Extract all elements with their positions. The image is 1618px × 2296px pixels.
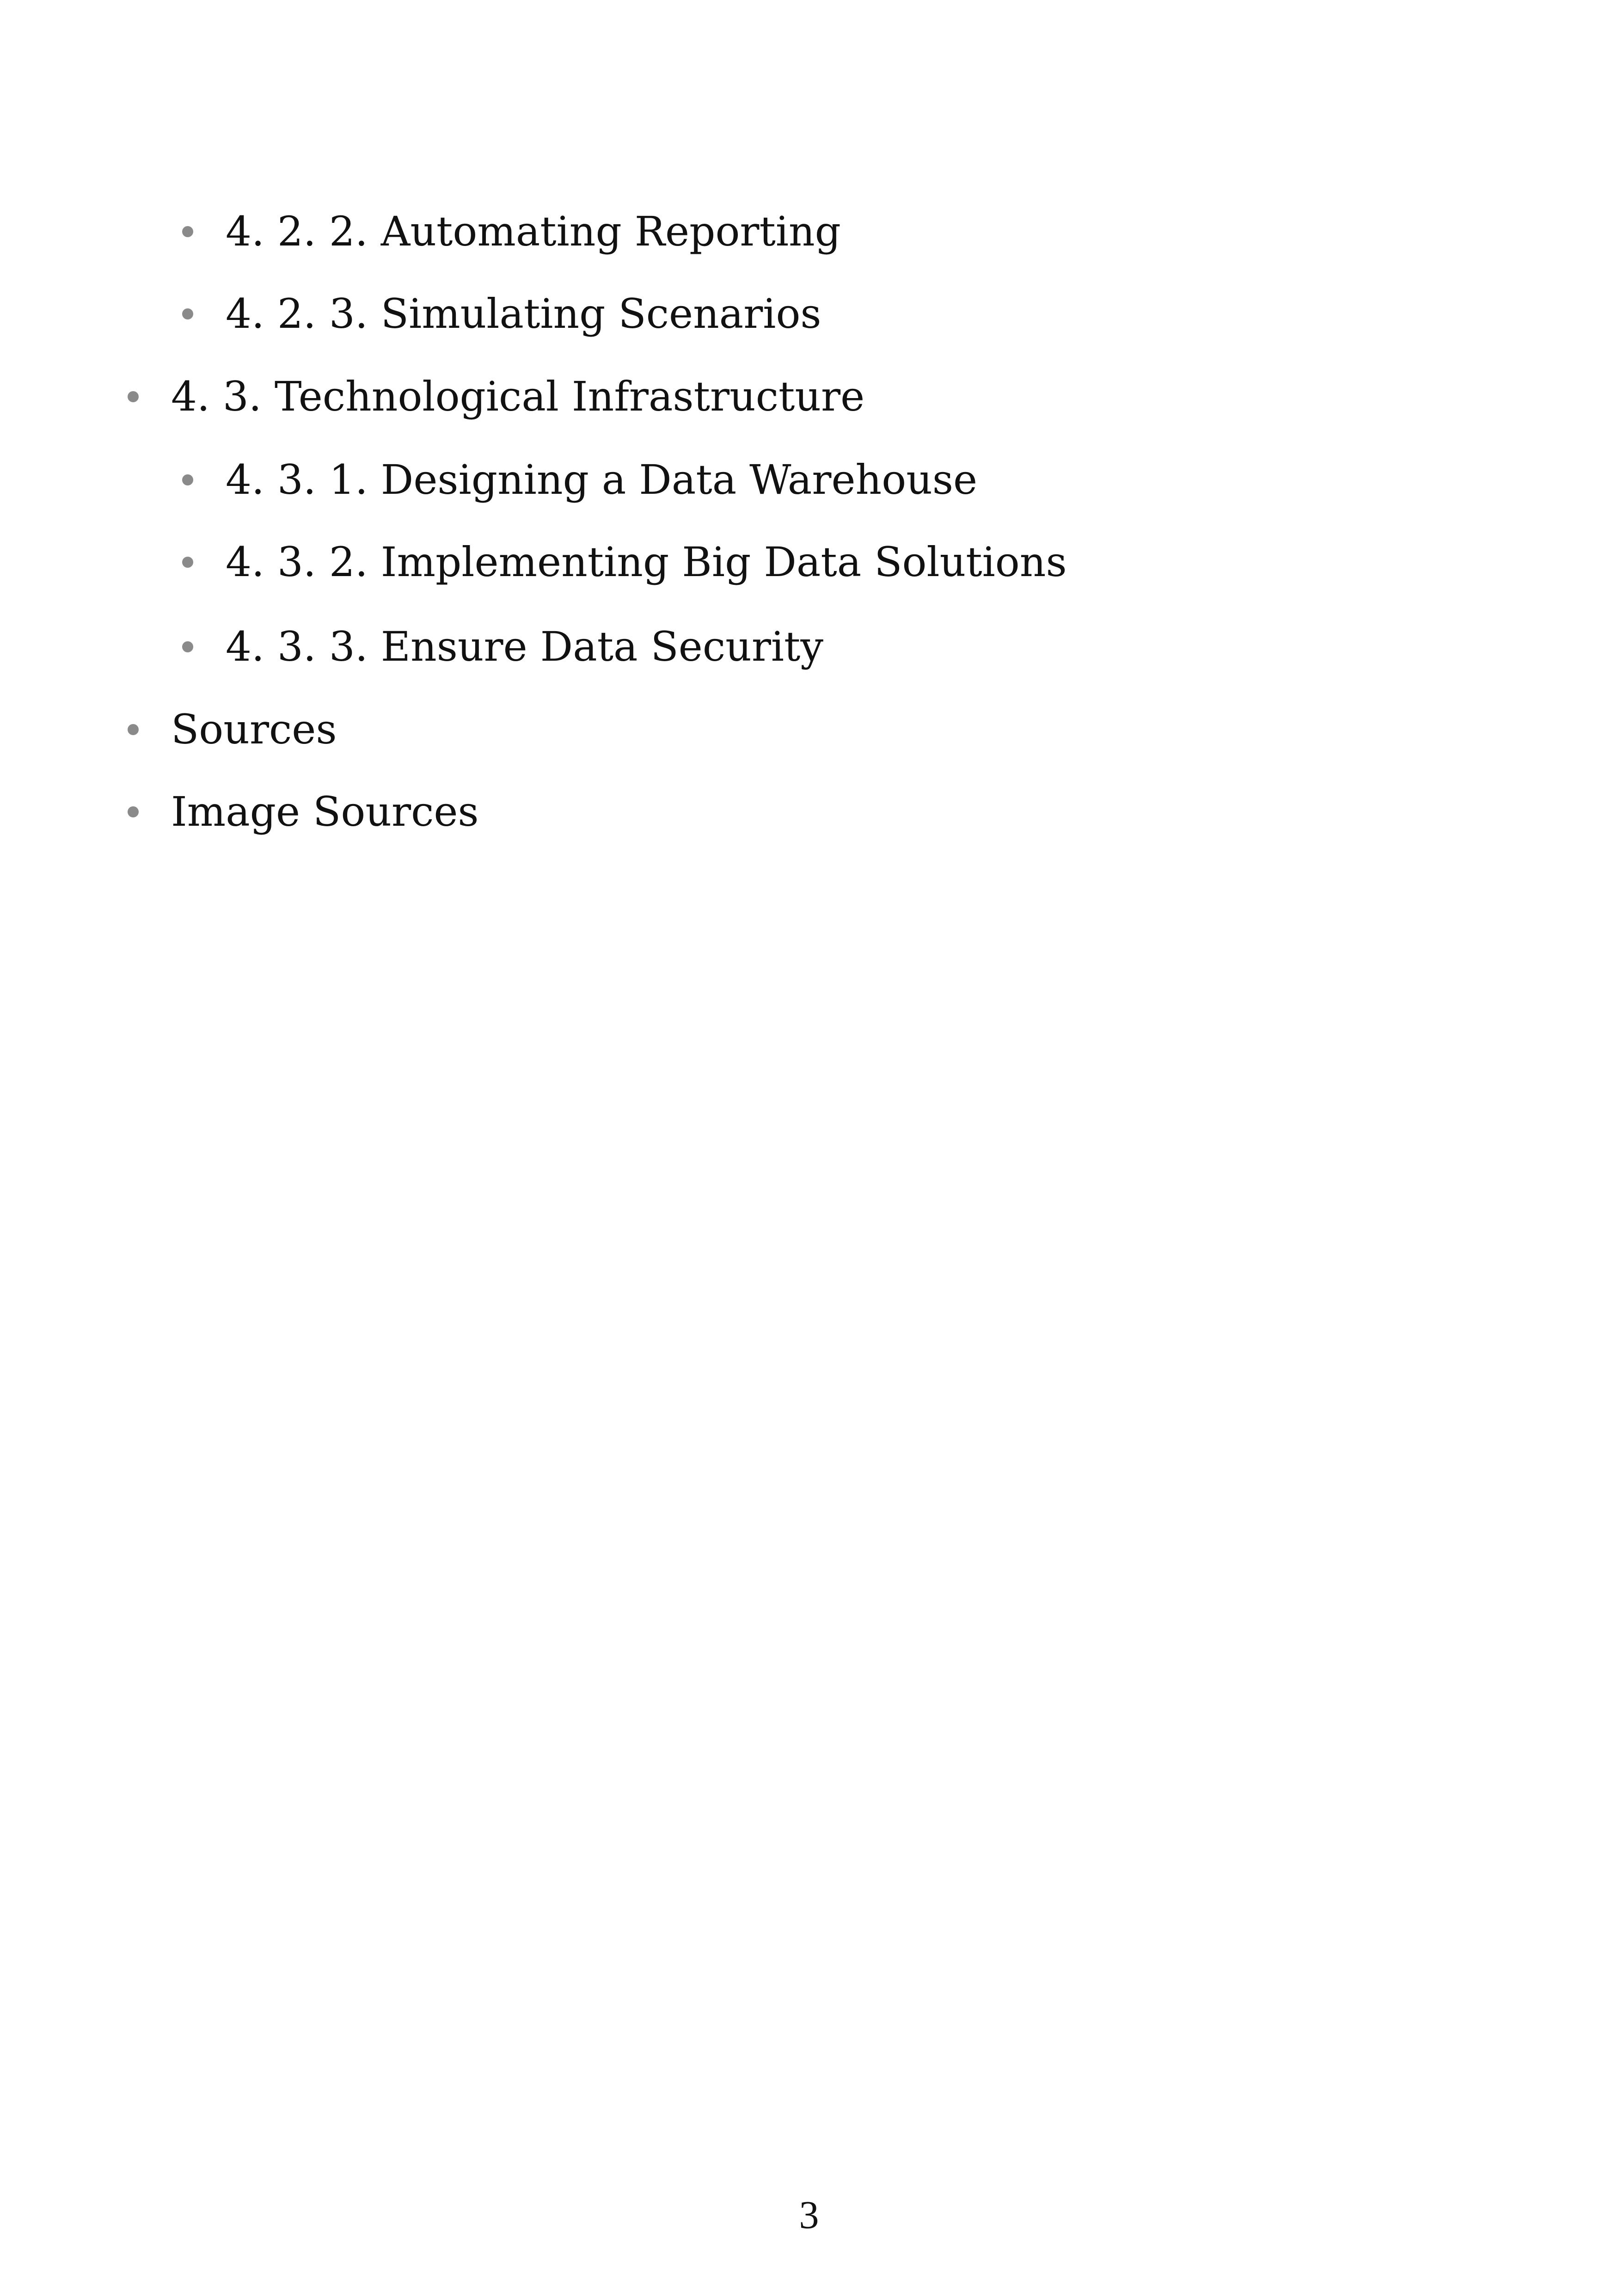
toc-item-designing-data-warehouse[interactable] xyxy=(182,448,977,512)
bullet-icon xyxy=(182,226,193,237)
toc-item-implementing-big-data-solutions[interactable] xyxy=(182,530,1067,595)
toc-item-ensure-data-security[interactable] xyxy=(182,614,823,679)
toc-item-label: 4. 3. 1. Designing a Data Warehouse xyxy=(226,456,978,503)
toc-item-image-sources[interactable] xyxy=(128,780,479,844)
toc-item-label: 4. 2. 3. Simulating Scenarios xyxy=(226,290,821,338)
bullet-icon xyxy=(182,641,193,652)
toc-item-sources[interactable] xyxy=(128,697,337,762)
toc-item-label: 4. 3. 2. Implementing Big Data Solutions xyxy=(226,538,1067,586)
toc-item-automating-reporting[interactable] xyxy=(182,199,841,264)
bullet-icon xyxy=(128,391,139,402)
toc-item-label: 4. 3. 3. Ensure Data Security xyxy=(226,623,824,670)
toc-item-technological-infrastructure[interactable] xyxy=(128,364,864,429)
bullet-icon xyxy=(182,474,193,485)
toc-item-label: Image Sources xyxy=(171,788,479,835)
bullet-icon xyxy=(128,806,139,817)
toc-item-simulating-scenarios[interactable] xyxy=(182,282,821,346)
bullet-icon xyxy=(182,557,193,568)
toc-item-label: Sources xyxy=(171,706,337,753)
bullet-icon xyxy=(128,724,139,735)
bullet-icon xyxy=(182,308,193,319)
toc-item-label: 4. 3. Technological Infrastructure xyxy=(171,373,865,420)
toc-item-label: 4. 2. 2. Automating Reporting xyxy=(226,208,841,255)
page-number: 3 xyxy=(799,2192,819,2237)
